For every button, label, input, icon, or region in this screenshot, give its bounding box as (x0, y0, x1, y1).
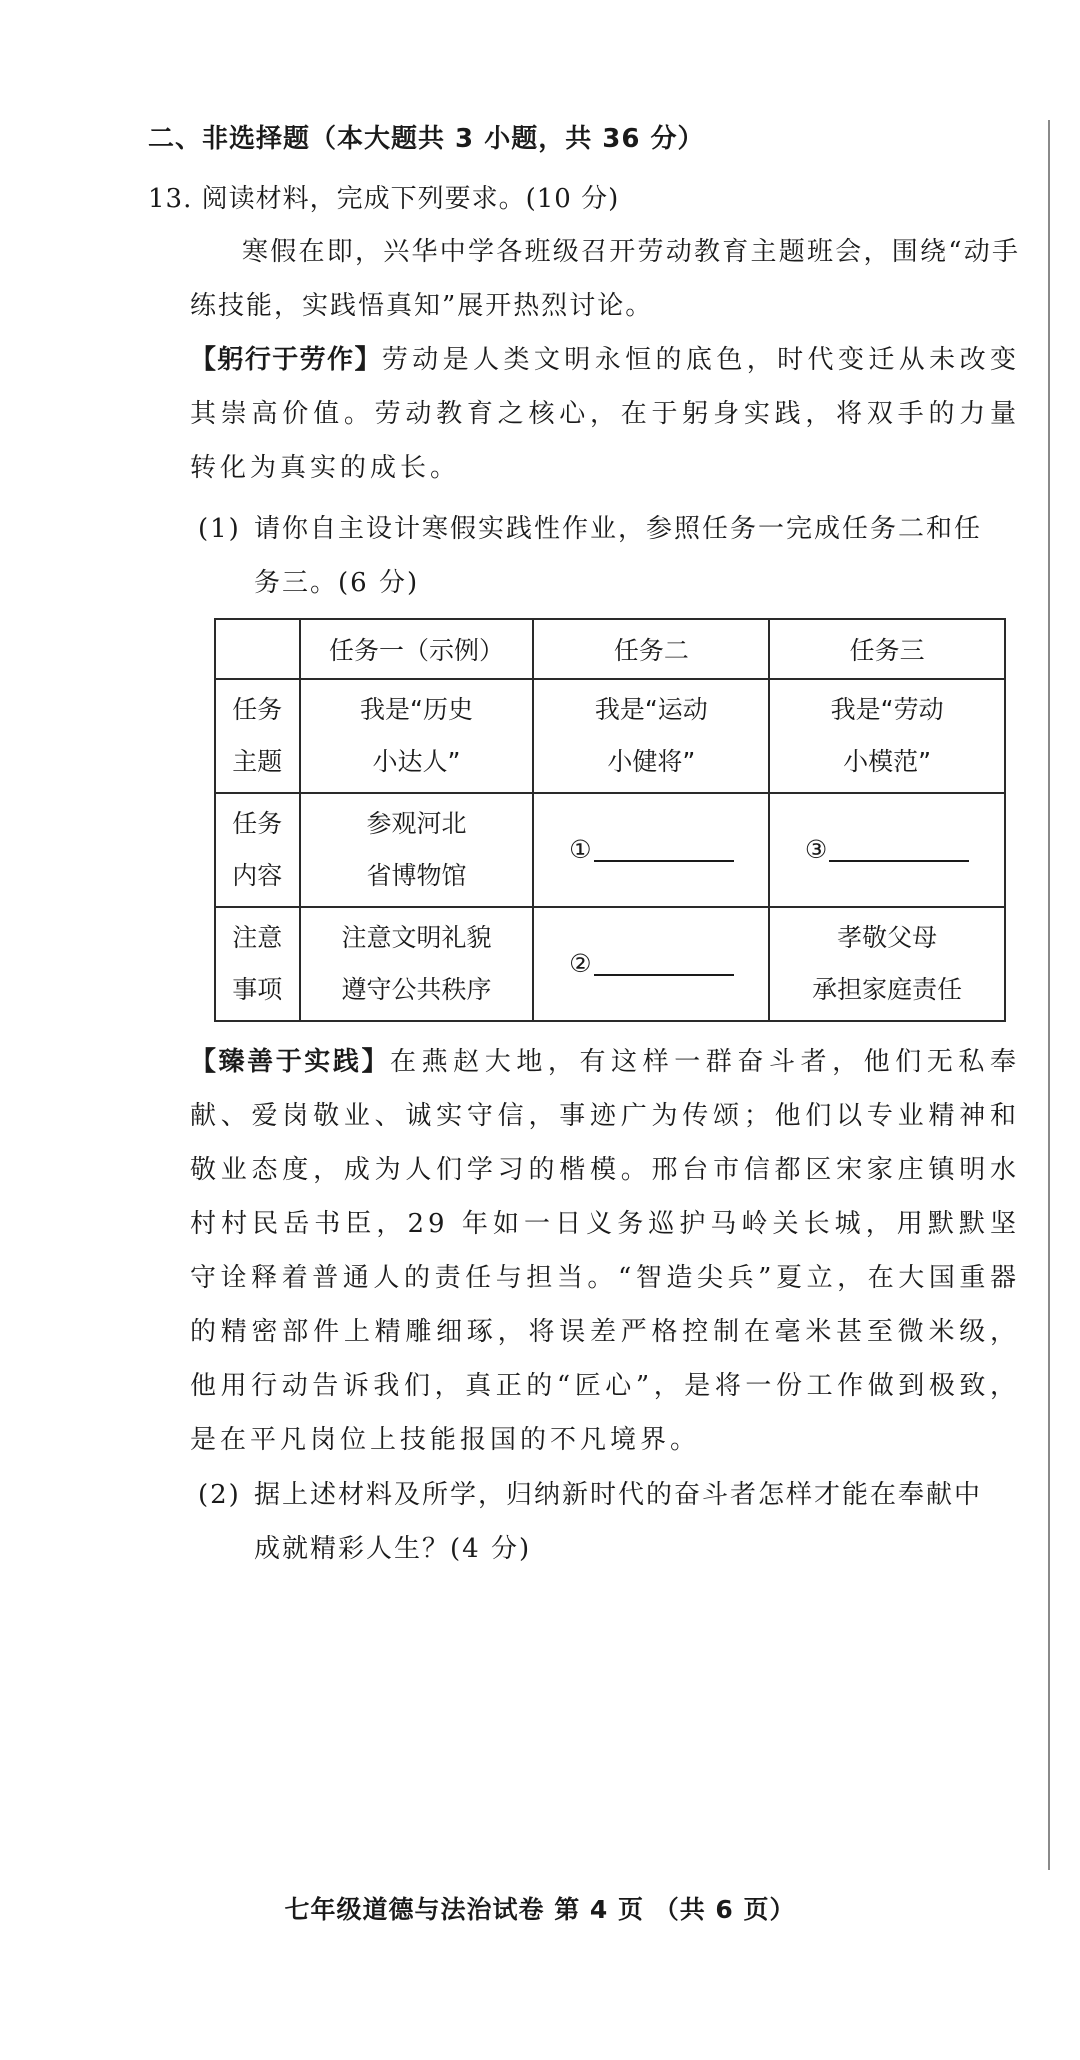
practice-material-text: 在燕赵大地，有这样一群奋斗者，他们无私奉献、爱岗敬业、诚实守信，事迹广为传颂；他们以专业精神和敬业态度，成为人们学习的楷模。邢台市信都区宋家庄镇明水村村民岳书臣，29 年如一日义务巡护马岭关长城，用默默坚守诠释着普通人的责任与担当。“智造尖兵”夏立，在大国重器的精密部件上精雕细琢，将误差严格控制在毫米甚至微米级，他用行动告诉我们，真正的“匠心”，是将一份工作做到极致，是在平凡岗位上技能报国的不凡境界。 (190, 1047, 1020, 1455)
table-header-task-2: 任务二 (533, 619, 769, 679)
answer-blank-1[interactable] (594, 832, 734, 862)
table-header-task-1: 任务一（示例） (300, 619, 534, 679)
intro-paragraph: 寒假在即，兴华中学各班级召开劳动教育主题班会，围绕“动手练技能，实践悟真知”展开热烈讨论。 (190, 237, 1020, 321)
row-label-notes: 注意 事项 (215, 907, 300, 1021)
blank-marker-1: ① (569, 835, 592, 864)
cell-notes-task-3: 孝敬父母 承担家庭责任 (769, 907, 1005, 1021)
blank-marker-3: ③ (804, 835, 828, 864)
labor-material-label: 【躬行于劳作】 (190, 345, 382, 375)
practice-material-paragraph (190, 1035, 1020, 1467)
cell-theme-task-1: 我是“历史 小达人” (300, 679, 534, 793)
table-row-content (215, 793, 1005, 907)
sub-question-1 (198, 502, 1028, 610)
cell-content-task-3 (769, 793, 1005, 907)
sub-question-2 (198, 1468, 1028, 1576)
sub-question-2-text-second: 成就精彩人生？(4 分) (254, 1534, 532, 1564)
row-label-theme: 任务 主题 (215, 679, 300, 793)
sub-question-1-text-second: 务三。(6 分) (254, 568, 420, 598)
blank-marker-2: ② (569, 949, 592, 978)
table-row-notes (215, 907, 1005, 1021)
sub-question-2-number: (2) (198, 1480, 241, 1510)
cell-content-task-1: 参观河北 省博物馆 (300, 793, 534, 907)
page-margin-rule (1048, 120, 1050, 1870)
table-header-task-3: 任务三 (769, 619, 1005, 679)
practice-material-label: 【臻善于实践】 (190, 1047, 391, 1077)
page-footer: 七年级道德与法治试卷 第 4 页 （共 6 页） (284, 1895, 796, 1924)
cell-content-task-2 (533, 793, 769, 907)
task-table (214, 618, 1006, 1022)
answer-blank-3[interactable] (829, 832, 969, 862)
sub-question-1-text-first: 请你自主设计寒假实践性作业，参照任务一完成任务二和任 (254, 514, 983, 544)
answer-blank-2[interactable] (594, 946, 734, 976)
cell-notes-task-2 (533, 907, 769, 1021)
section-heading: 二、非选择题（本大题共 3 小题，共 36 分） (148, 124, 705, 154)
cell-theme-task-2: 我是“运动 小健将” (533, 679, 769, 793)
table-row-theme (215, 679, 1005, 793)
cell-theme-task-3: 我是“劳动 小模范” (769, 679, 1005, 793)
row-label-content: 任务 内容 (215, 793, 300, 907)
question-13-prompt: 13. 阅读材料，完成下列要求。(10 分) (148, 184, 620, 214)
table-header-corner (215, 619, 300, 679)
labor-material-paragraph (190, 333, 1020, 495)
sub-question-2-text-first: 据上述材料及所学，归纳新时代的奋斗者怎样才能在奉献中 (254, 1480, 983, 1510)
labor-material-text: 劳动是人类文明永恒的底色，时代变迁从未改变其崇高价值。劳动教育之核心，在于躬身实践，将双手的力量转化为真实的成长。 (190, 345, 1020, 483)
task-table-header-row (215, 619, 1005, 679)
cell-notes-task-1: 注意文明礼貌 遵守公共秩序 (300, 907, 534, 1021)
sub-question-1-number: (1) (198, 514, 241, 544)
